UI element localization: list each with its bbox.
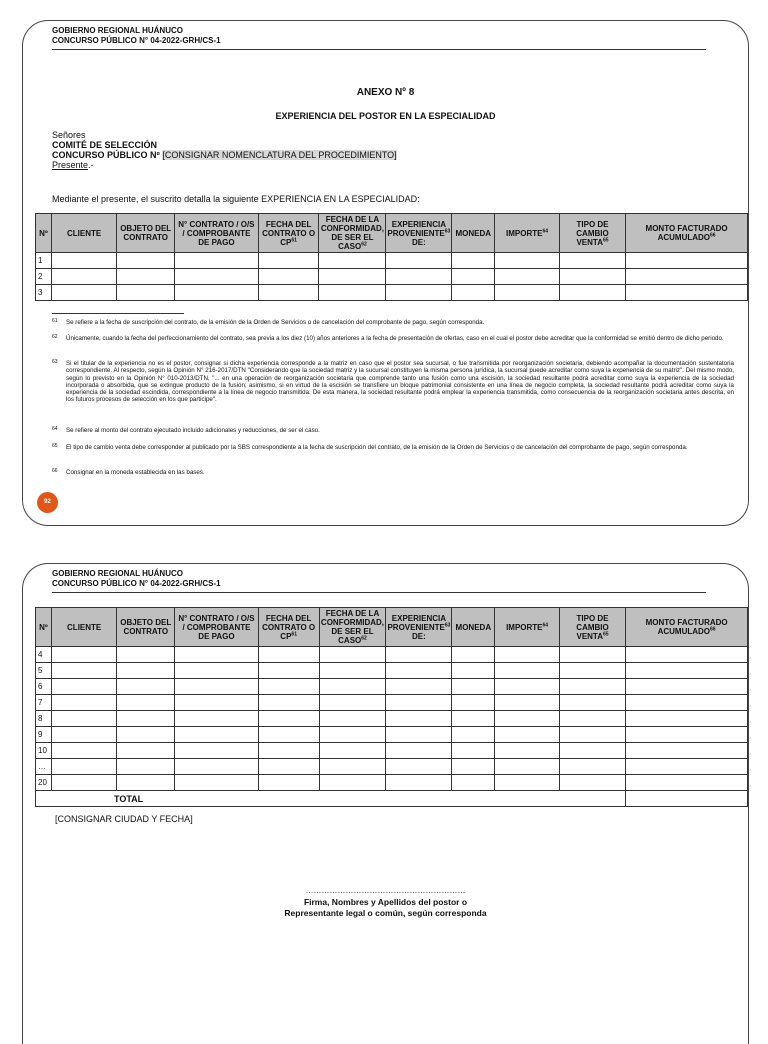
table-cell[interactable] xyxy=(258,663,319,679)
table-cell[interactable] xyxy=(452,695,495,711)
table-cell[interactable] xyxy=(117,647,175,663)
table-cell[interactable] xyxy=(495,727,560,743)
column-header xyxy=(495,214,560,253)
footnote-number: 66 xyxy=(52,468,58,474)
table-cell[interactable] xyxy=(319,663,386,679)
table-cell[interactable] xyxy=(117,679,175,695)
table-cell[interactable] xyxy=(258,679,319,695)
column-header-label: FECHA DEL CONTRATO O CP xyxy=(262,219,316,247)
footnote-separator xyxy=(52,313,184,314)
table-cell[interactable] xyxy=(258,727,319,743)
table-cell[interactable] xyxy=(117,775,175,791)
table-cell[interactable] xyxy=(175,775,259,791)
salutation: Señores xyxy=(52,130,86,140)
column-header xyxy=(452,608,495,647)
row-number: 9 xyxy=(36,727,52,743)
column-header xyxy=(626,214,748,253)
table-cell[interactable] xyxy=(117,285,175,301)
row-number: 1 xyxy=(36,253,52,269)
column-header-label: MONTO FACTURADO ACUMULADO xyxy=(645,618,728,636)
row-number: 8 xyxy=(36,711,52,727)
table-cell[interactable] xyxy=(452,679,495,695)
table-cell[interactable] xyxy=(51,743,116,759)
footnote-text: Únicamente, cuando la fecha del perfeccionamiento del contrato, sea previa a los diez (10) años anteriores a la fecha de presentación de ofertas, caso en el cual el postor debe acreditar que la conformidad se emitió dentro de dicho periodo. xyxy=(66,335,724,342)
column-header-label: N° CONTRATO / O/S / COMPROBANTE DE PAGO xyxy=(178,613,255,641)
table-cell[interactable] xyxy=(495,711,560,727)
table-cell[interactable] xyxy=(51,695,116,711)
table-row xyxy=(36,711,748,727)
table-cell[interactable] xyxy=(319,695,386,711)
footnote-text: Consignar en la moneda establecida en las bases. xyxy=(66,469,205,476)
table-cell[interactable] xyxy=(51,285,116,301)
table-cell[interactable] xyxy=(559,253,625,269)
table-cell[interactable] xyxy=(386,647,452,663)
present-label: Presente xyxy=(52,160,89,170)
total-label: TOTAL xyxy=(114,793,144,804)
footnote-reference: 61 xyxy=(291,630,297,637)
table-cell[interactable] xyxy=(117,695,175,711)
footnote-reference: 63 xyxy=(444,621,451,628)
signature-block xyxy=(23,897,748,919)
page-number-badge: 92 xyxy=(37,492,58,513)
column-header-label: N° CONTRATO / O/S / COMPROBANTE DE PAGO xyxy=(178,219,255,247)
column-header-label: IMPORTE xyxy=(506,228,543,238)
column-header-suffix: DE: xyxy=(412,631,426,641)
table-cell[interactable] xyxy=(452,759,495,775)
table-cell[interactable] xyxy=(495,269,560,285)
table-cell[interactable] xyxy=(626,285,748,301)
table-cell[interactable] xyxy=(495,759,560,775)
table-cell[interactable] xyxy=(51,759,116,775)
column-header xyxy=(51,214,116,253)
table-cell[interactable] xyxy=(175,759,259,775)
table-cell[interactable] xyxy=(258,269,319,285)
table-cell[interactable] xyxy=(175,679,259,695)
table-cell[interactable] xyxy=(386,775,452,791)
table-cell[interactable] xyxy=(258,711,319,727)
table-cell[interactable] xyxy=(626,711,748,727)
column-header-suffix: DE: xyxy=(411,237,426,247)
footnote-number: 62 xyxy=(52,334,58,340)
footnote-number: 61 xyxy=(52,318,58,324)
table-row xyxy=(36,743,748,759)
table-cell[interactable] xyxy=(51,663,116,679)
footnote-reference: 66 xyxy=(710,232,716,239)
column-header xyxy=(117,608,175,647)
table-cell[interactable] xyxy=(258,775,319,791)
table-cell[interactable] xyxy=(117,253,175,269)
column-header xyxy=(386,608,452,647)
column-header xyxy=(319,608,386,647)
table-cell[interactable] xyxy=(117,743,175,759)
total-row xyxy=(36,791,748,807)
table-cell[interactable] xyxy=(175,269,259,285)
table-cell[interactable] xyxy=(175,663,259,679)
column-header-label: EXPERIENCIA PROVENIENTE xyxy=(387,613,447,632)
footnote-text: Si el titular de la experiencia no es el postor, consignar si dicha experiencia corresponde a la matriz en caso que el postor sea sucursal, o fue transmitida por reorganización societaria, debiendo acompañar la documentación sustentatoria correspondiente. Al respecto, según la Opinión N° 216-2017/DTN "Considerando que la sociedad matriz y la sucursal constituyen la misma persona jurídica, la sucursal puede acreditar como suya la experiencia de su matriz". Del mismo modo, según lo previsto en la Opinión N° 010-2013/DTN, "... en una operación de reorganización societaria que comprende tanto una fusión como una escisión, la sociedad resultante podrá acreditar como suya la experiencia de la sociedad incorporada o absorbida, que se extingue producto de la fusión; asimismo, si en virtud de la escisión se transfiere un bloque patrimonial consistente en una línea de negocio completa, la sociedad resultante podrá acreditar como suya la experiencia de la sociedad escindida, correspondiente a la línea de negocio transmitida. De esta manera, la sociedad resultante podrá emplear la experiencia transmitida, como consecuencia de la reorganización societaria antes descrita, en los futuros procesos de selección en los que participe". xyxy=(66,360,734,404)
footnote-reference: 63 xyxy=(444,227,451,234)
footnote-reference: 64 xyxy=(542,227,549,234)
total-label-cell xyxy=(36,791,626,807)
column-header-label: EXPERIENCIA PROVENIENTE xyxy=(387,219,446,238)
table-cell[interactable] xyxy=(495,663,560,679)
table-cell[interactable] xyxy=(258,285,319,301)
table-cell[interactable] xyxy=(319,775,386,791)
column-header-label: TIPO DE CAMBIO VENTA xyxy=(576,613,609,641)
table-header-row xyxy=(36,608,748,647)
table-row xyxy=(36,253,748,269)
footnote xyxy=(52,335,734,342)
table-cell[interactable] xyxy=(452,727,495,743)
table-cell[interactable] xyxy=(559,269,625,285)
table-cell[interactable] xyxy=(319,711,386,727)
column-header xyxy=(175,608,259,647)
experience-table xyxy=(35,213,748,301)
column-header xyxy=(495,608,560,647)
experience-table-continued xyxy=(35,607,748,807)
committee-label: COMITÉ DE SELECCIÓN xyxy=(52,140,158,150)
table-cell[interactable] xyxy=(117,269,175,285)
table-cell[interactable] xyxy=(559,647,625,663)
row-number: … xyxy=(36,759,52,775)
table-cell[interactable] xyxy=(559,679,625,695)
column-header-label: CLIENTE xyxy=(66,228,102,238)
column-header-label: OBJETO DEL CONTRATO xyxy=(120,224,172,242)
table-cell[interactable] xyxy=(175,647,259,663)
table-cell[interactable] xyxy=(258,253,319,269)
footnote xyxy=(52,444,734,451)
table-cell[interactable] xyxy=(626,743,748,759)
document-page-1 xyxy=(22,20,749,526)
table-cell[interactable] xyxy=(319,269,386,285)
contest-label: CONCURSO PÚBLICO Nº xyxy=(52,150,160,160)
intro-text: Mediante el presente, el suscrito detalla la siguiente EXPERIENCIA EN LA ESPECIALIDAD: xyxy=(52,194,420,204)
table-cell[interactable] xyxy=(452,775,495,791)
header-institution: GOBIERNO REGIONAL HUÁNUCO xyxy=(52,569,183,578)
table-row xyxy=(36,759,748,775)
table-cell[interactable] xyxy=(175,727,259,743)
column-header xyxy=(175,214,259,253)
table-cell[interactable] xyxy=(626,647,748,663)
column-header xyxy=(36,214,52,253)
table-cell[interactable] xyxy=(559,759,625,775)
table-row xyxy=(36,285,748,301)
procedure-placeholder[interactable]: [CONSIGNAR NOMENCLATURA DEL PROCEDIMIENTO] xyxy=(162,150,397,160)
column-header-label: CLIENTE xyxy=(67,622,102,632)
column-header xyxy=(117,214,175,253)
table-cell[interactable] xyxy=(175,743,259,759)
footnote xyxy=(52,319,734,326)
table-cell[interactable] xyxy=(175,711,259,727)
table-cell[interactable] xyxy=(386,759,452,775)
table-cell[interactable] xyxy=(175,285,259,301)
table-cell[interactable] xyxy=(258,647,319,663)
table-cell[interactable] xyxy=(452,743,495,759)
table-row xyxy=(36,775,748,791)
table-cell[interactable] xyxy=(495,743,560,759)
table-cell[interactable] xyxy=(175,253,259,269)
table-cell[interactable] xyxy=(386,679,452,695)
column-header xyxy=(559,214,625,253)
table-cell[interactable] xyxy=(626,253,748,269)
footnote-number: 64 xyxy=(52,426,58,432)
signature-line1: Firma, Nombres y Apellidos del postor o xyxy=(303,897,468,907)
annex-subtitle: EXPERIENCIA DEL POSTOR EN LA ESPECIALIDAD xyxy=(275,111,496,121)
signature-line2: Representante legal o común, según corresponda xyxy=(284,908,487,918)
table-cell[interactable] xyxy=(386,743,452,759)
table-cell[interactable] xyxy=(452,711,495,727)
column-header-label: FECHA DE LA CONFORMIDAD, DE SER EL CASO xyxy=(320,215,384,251)
table-cell[interactable] xyxy=(452,253,495,269)
row-number: 3 xyxy=(36,285,52,301)
table-row xyxy=(36,679,748,695)
footnote-reference: 65 xyxy=(602,236,609,243)
table-cell[interactable] xyxy=(626,695,748,711)
page-header xyxy=(52,26,706,50)
table-cell[interactable] xyxy=(386,253,452,269)
table-cell[interactable] xyxy=(495,775,560,791)
table-cell[interactable] xyxy=(452,663,495,679)
table-cell[interactable] xyxy=(117,663,175,679)
column-header xyxy=(258,608,319,647)
table-cell[interactable] xyxy=(495,253,560,269)
table-cell[interactable] xyxy=(319,647,386,663)
footnote-reference: 62 xyxy=(361,241,367,248)
footnote-reference: 65 xyxy=(603,630,609,637)
footnote xyxy=(52,427,734,434)
table-cell[interactable] xyxy=(626,269,748,285)
footnote-number: 63 xyxy=(52,359,58,365)
table-cell[interactable] xyxy=(386,285,452,301)
column-header-label: IMPORTE xyxy=(506,622,543,632)
table-cell[interactable] xyxy=(559,285,625,301)
table-cell[interactable] xyxy=(559,743,625,759)
table-cell[interactable] xyxy=(51,727,116,743)
row-number: 7 xyxy=(36,695,52,711)
table-row xyxy=(36,647,748,663)
table-cell[interactable] xyxy=(319,759,386,775)
table-cell[interactable] xyxy=(319,743,386,759)
present-suffix: .- xyxy=(88,160,94,170)
table-cell[interactable] xyxy=(386,695,452,711)
column-header xyxy=(51,608,116,647)
row-number: 5 xyxy=(36,663,52,679)
table-cell[interactable] xyxy=(386,727,452,743)
table-cell[interactable] xyxy=(319,679,386,695)
table-cell[interactable] xyxy=(51,269,116,285)
annex-title: ANEXO Nº 8 xyxy=(356,87,415,98)
table-cell[interactable] xyxy=(51,775,116,791)
column-header-label: OBJETO DEL CONTRATO xyxy=(120,618,172,636)
table-cell[interactable] xyxy=(559,711,625,727)
table-cell[interactable] xyxy=(452,285,495,301)
column-header-label: MONEDA xyxy=(455,228,492,238)
table-cell[interactable] xyxy=(117,759,175,775)
row-number: 2 xyxy=(36,269,52,285)
page-header xyxy=(52,569,706,593)
row-number: 6 xyxy=(36,679,52,695)
table-cell[interactable] xyxy=(559,727,625,743)
column-header-label: FECHA DEL CONTRATO O CP xyxy=(262,613,316,641)
table-cell[interactable] xyxy=(258,695,319,711)
table-cell[interactable] xyxy=(559,695,625,711)
table-row xyxy=(36,663,748,679)
footnote-text: Se refiere al monto del contrato ejecutado incluido adicionales y reducciones, de ser el caso. xyxy=(66,427,320,434)
table-cell[interactable] xyxy=(452,269,495,285)
column-header-label: TIPO DE CAMBIO VENTA xyxy=(576,219,609,247)
table-header-row xyxy=(36,214,748,253)
column-header xyxy=(36,608,52,647)
table-cell[interactable] xyxy=(51,647,116,663)
table-cell[interactable] xyxy=(452,647,495,663)
row-number: 10 xyxy=(36,743,52,759)
table-cell[interactable] xyxy=(386,663,452,679)
table-cell[interactable] xyxy=(559,663,625,679)
table-cell[interactable] xyxy=(626,679,748,695)
column-header xyxy=(559,608,625,647)
header-contest: CONCURSO PÚBLICO N° 04-2022-GRH/CS-1 xyxy=(52,36,221,45)
table-row xyxy=(36,269,748,285)
table-cell[interactable] xyxy=(386,269,452,285)
table-cell[interactable] xyxy=(51,253,116,269)
column-header xyxy=(258,214,319,253)
document-page-2 xyxy=(22,563,749,1044)
table-cell[interactable] xyxy=(51,679,116,695)
table-cell[interactable] xyxy=(175,695,259,711)
footnote-text: Se refiere a la fecha de suscripción del contrato, de la emisión de la Orden de Servicios o de cancelación del comprobante de pago, según corresponda. xyxy=(66,319,485,326)
table-cell[interactable] xyxy=(626,759,748,775)
header-contest: CONCURSO PÚBLICO N° 04-2022-GRH/CS-1 xyxy=(52,579,221,588)
column-header xyxy=(452,214,495,253)
column-header xyxy=(386,214,452,253)
table-cell[interactable] xyxy=(51,711,116,727)
table-cell[interactable] xyxy=(626,727,748,743)
column-header-label: FECHA DE LA CONFORMIDAD, DE SER EL CASO xyxy=(320,609,385,645)
table-cell[interactable] xyxy=(626,775,748,791)
column-header-label: MONEDA xyxy=(455,622,492,632)
footnote-text: El tipo de cambio venta debe corresponder al publicado por la SBS correspondiente a la fecha de suscripción del contrato, de la emisión de la Orden de Servicios o de cancelación del comprobante de pago, según corresponda. xyxy=(66,444,688,451)
footnote xyxy=(52,469,734,476)
table-row xyxy=(36,695,748,711)
table-cell[interactable] xyxy=(258,759,319,775)
row-number: 4 xyxy=(36,647,52,663)
column-header-label: MONTO FACTURADO ACUMULADO xyxy=(645,224,728,242)
table-cell[interactable] xyxy=(319,253,386,269)
table-cell[interactable] xyxy=(495,647,560,663)
table-cell[interactable] xyxy=(495,695,560,711)
table-cell[interactable] xyxy=(117,711,175,727)
table-cell[interactable] xyxy=(386,711,452,727)
total-amount-cell[interactable] xyxy=(626,791,748,807)
column-header-label: Nº xyxy=(39,622,48,632)
city-date-placeholder[interactable]: [CONSIGNAR CIUDAD Y FECHA] xyxy=(55,814,193,824)
footnote xyxy=(52,360,734,404)
column-header xyxy=(319,214,386,253)
footnote-reference: 64 xyxy=(542,621,549,628)
table-cell[interactable] xyxy=(117,727,175,743)
table-cell[interactable] xyxy=(319,285,386,301)
footnote-reference: 61 xyxy=(291,236,297,243)
addressee-block xyxy=(52,130,397,170)
signature-line: …………………………………………………… xyxy=(305,886,466,895)
table-cell[interactable] xyxy=(559,775,625,791)
header-institution: GOBIERNO REGIONAL HUÁNUCO xyxy=(52,26,183,35)
column-header xyxy=(626,608,748,647)
table-cell[interactable] xyxy=(626,663,748,679)
column-header-label: Nº xyxy=(39,228,48,238)
table-cell[interactable] xyxy=(258,743,319,759)
table-cell[interactable] xyxy=(495,285,560,301)
table-cell[interactable] xyxy=(495,679,560,695)
footnote-number: 65 xyxy=(52,443,58,449)
row-number: 20 xyxy=(36,775,52,791)
table-cell[interactable] xyxy=(319,727,386,743)
table-row xyxy=(36,727,748,743)
footnote-reference: 66 xyxy=(710,626,716,633)
footnote-reference: 62 xyxy=(361,635,367,642)
